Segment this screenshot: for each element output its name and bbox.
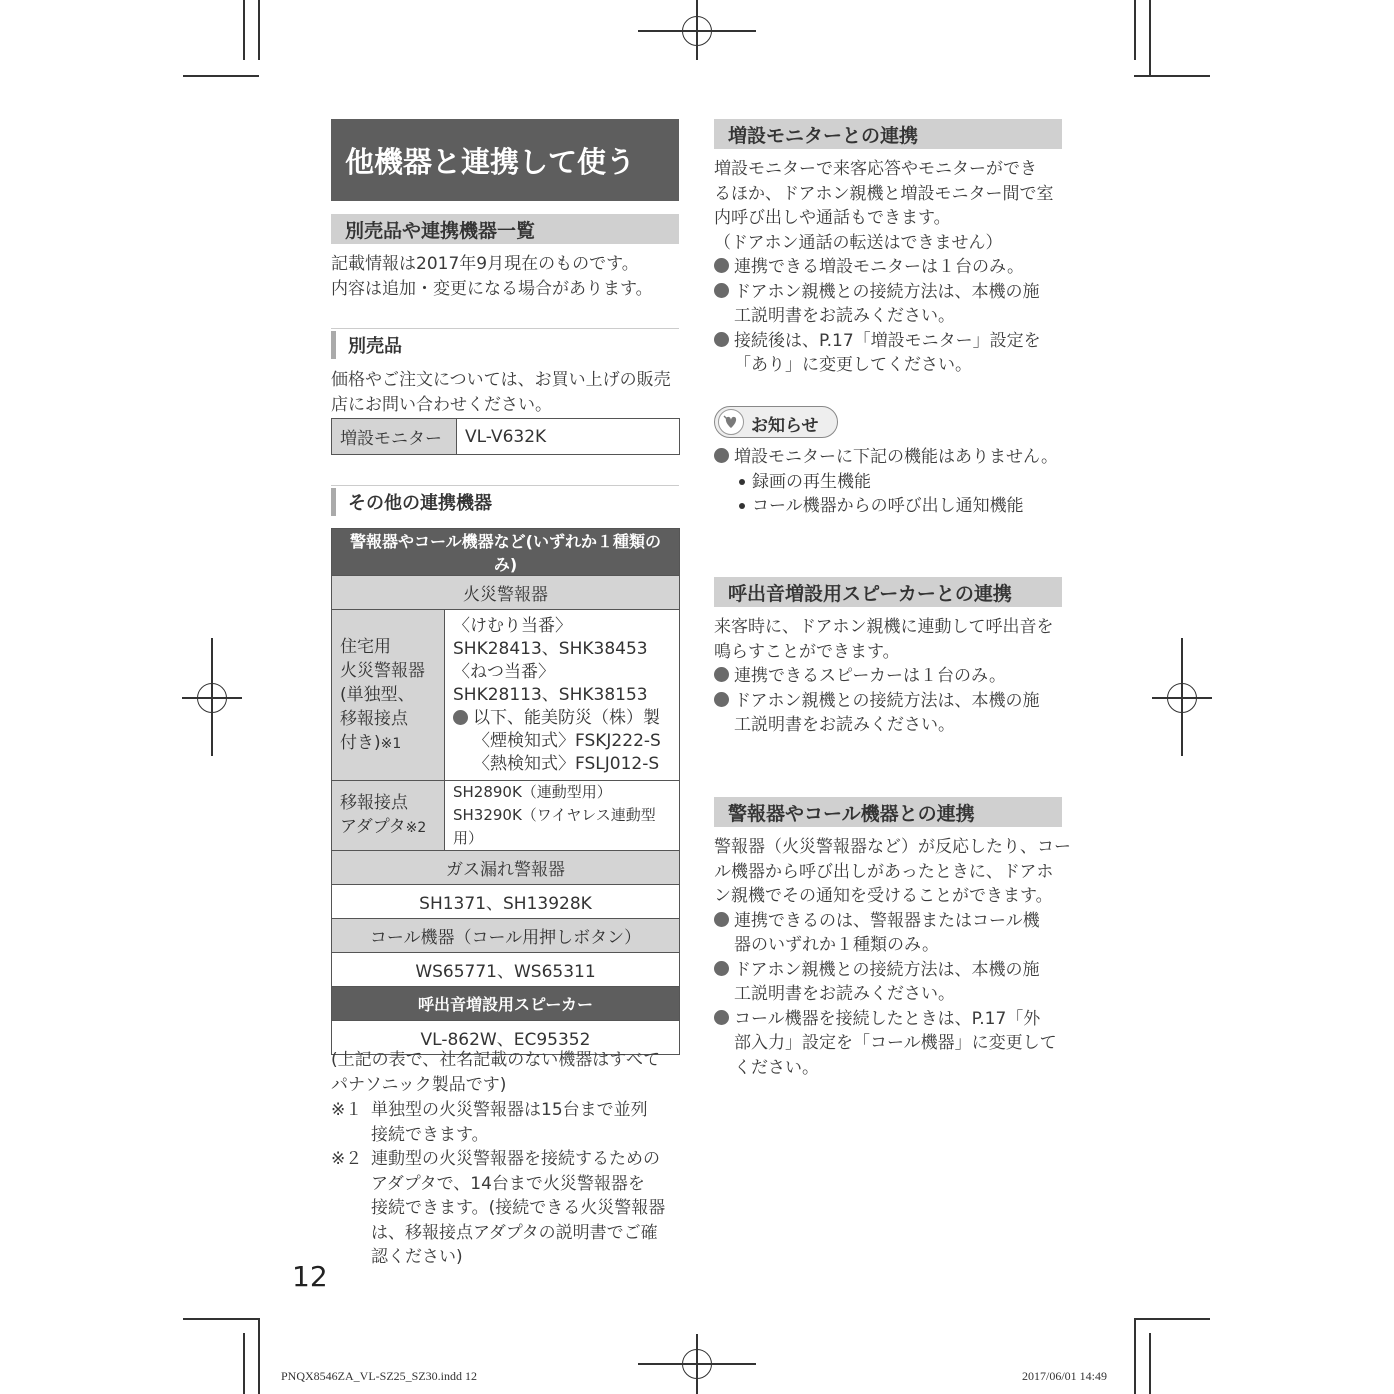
gas-alarm-label: ガス漏れ警報器 xyxy=(332,851,680,885)
speaker-section: 来客時に、ドアホン親機に連動して呼出音を 鳴らすことができます。 連携できるスピーカーは１台のみ。 ドアホン親機との接続方法は、本機の施 工説明書をお読みください。 xyxy=(714,615,1074,738)
list-item: 接続後は、P.17「増設モニター」設定を 「あり」に変更してください。 xyxy=(714,329,1074,378)
list-item: ドアホン親機との接続方法は、本機の施 工説明書をお読みください。 xyxy=(714,958,1074,1007)
speaker-label: 呼出音増設用スピーカー xyxy=(332,987,680,1021)
notice-section xyxy=(714,445,1074,519)
call-device-label: コール機器（コール用押しボタン） xyxy=(332,919,680,953)
section-heading-alarm: 警報器やコール機器との連携 xyxy=(714,797,1062,827)
option-name: 増設モニター xyxy=(332,419,457,455)
option-model: VL-V632K xyxy=(457,419,680,455)
adapter-models: SH2890K（連動型用） SH3290K（ワイヤレス連動型用） xyxy=(445,781,680,851)
section-heading-list: 別売品や連携機器一覧 xyxy=(331,214,679,244)
monitor-section: 増設モニターで来客応答やモニターができ るほか、ドアホン親機と増設モニター間で室 内呼び出しや通話もできます。 （ドアホン通話の転送はできません） 連携できる増設モニターは１台のみ。 ドアホン親機との接続方法は、本機の施 工説明書をお読みください。 接続後は、P.17「増設モニター」設定を 「あり」に変更してください。 xyxy=(714,157,1074,378)
gas-alarm-models: SH1371、SH13928K xyxy=(332,885,680,919)
section-heading-speaker: 呼出音増設用スピーカーとの連携 xyxy=(714,577,1062,607)
adapter-label: 移報接点 アダプタ※2 xyxy=(332,781,445,851)
footer-filename: PNQX8546ZA_VL-SZ25_SZ30.indd 12 xyxy=(281,1369,478,1383)
list-item: コール機器を接続したときは、P.17「外 部入力」設定を「コール機器」に変更して ください。 xyxy=(714,1007,1074,1081)
residential-models: 〈けむり当番〉 SHK28413、SHK38453 〈ねつ当番〉 SHK28113、SHK38153 以下、能美防災（株）製 〈煙検知式〉FSKJ222-S 〈熱検知式〉FSLJ012-S xyxy=(445,610,680,781)
list-item: 連携できるスピーカーは１台のみ。 xyxy=(714,664,1074,689)
list-item: ドアホン親機との接続方法は、本機の施 工説明書をお読みください。 xyxy=(714,280,1074,329)
list-item: 連携できるのは、警報器またはコール機 器のいずれか１種類のみ。 xyxy=(714,909,1074,958)
footnote-2: ※２ 連動型の火災警報器を接続するための アダプタで、14台まで火災警報器を 接続できます。(接続できる火災警報器 は、移報接点アダプタの説明書でご確 認ください) xyxy=(331,1149,666,1267)
speaker-models: VL-862W、EC95352 xyxy=(332,1021,680,1055)
alarm-section: 警報器（火災警報器など）が反応したり、コー ル機器から呼び出しがあったときに、ドアホ ン親機でその通知を受けることができます。 連携できるのは、警報器またはコール機 器のいずれか１種類のみ。 ドアホン親機との接続方法は、本機の施 工説明書をお読みください。 コール機器を接続したときは、P.17「外 部入力」設定を「コール機器」に変更して ください。 xyxy=(714,835,1074,1080)
page-title: 他機器と連携して使う xyxy=(331,119,679,201)
footnote-1: ※１ 単独型の火災警報器は15台まで並列 接続できます。 xyxy=(331,1100,648,1145)
options-intro: 価格やご注文については、お買い上げの販売 店にお問い合わせください。 xyxy=(331,370,671,415)
list-item: コール機器からの呼び出し通知機能 xyxy=(714,494,1074,519)
list-intro: 記載情報は2017年9月現在のものです。 内容は追加・変更になる場合があります。 xyxy=(331,254,653,299)
subheading-options: 別売品 xyxy=(331,331,679,359)
call-device-models: WS65771、WS65311 xyxy=(332,953,680,987)
list-item: 増設モニターに下記の機能はありません。 xyxy=(714,445,1074,470)
options-table xyxy=(331,418,680,455)
residential-label: 住宅用 火災警報器 (単独型、 移報接点 付き)※1 xyxy=(332,610,445,781)
devices-header: 警報器やコール機器など(いずれか１種類のみ) xyxy=(332,529,680,576)
devices-table xyxy=(331,528,680,1055)
subheading-others: その他の連携機器 xyxy=(331,488,679,516)
table-note: (上記の表で、社名記載のない機器はすべて パナソニック製品です) xyxy=(331,1050,660,1095)
page-number: 12 xyxy=(292,1260,328,1293)
notice-badge: お知らせ xyxy=(714,406,838,438)
list-item: 録画の再生機能 xyxy=(714,470,1074,495)
fire-alarm-label: 火災警報器 xyxy=(332,576,680,610)
list-item: ドアホン親機との接続方法は、本機の施 工説明書をお読みください。 xyxy=(714,689,1074,738)
section-heading-monitor: 増設モニターとの連携 xyxy=(714,119,1062,149)
footer-timestamp: 2017/06/01 14:49 xyxy=(1022,1369,1108,1383)
list-item: 連携できる増設モニターは１台のみ。 xyxy=(714,255,1074,280)
notice-icon xyxy=(718,409,744,435)
